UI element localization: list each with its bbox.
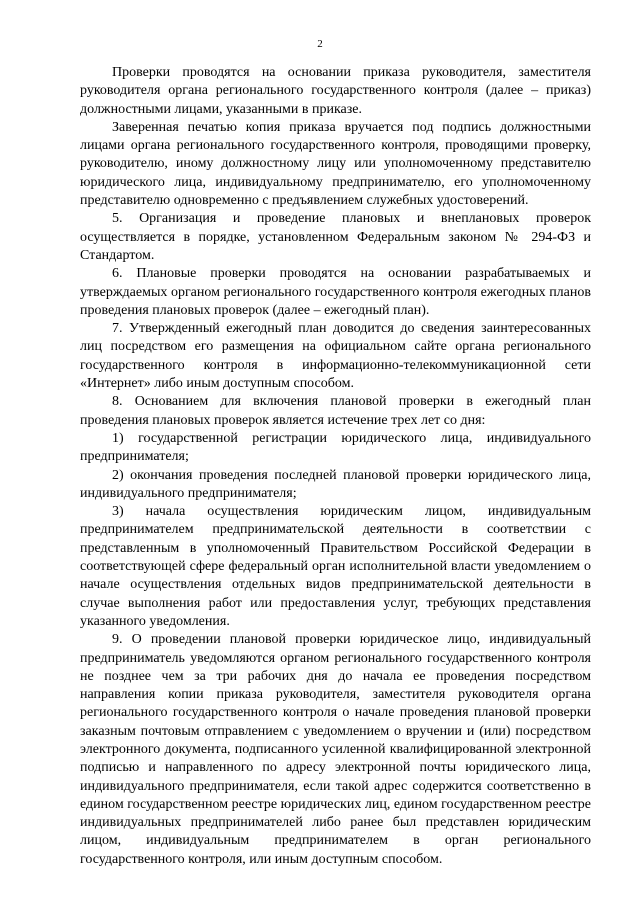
paragraph-item-8: 8. Основанием для включения плановой проверки в ежегодный план проведения плановых проверок является истечение трех лет со дня:	[80, 394, 591, 428]
paragraph-item-6: 6. Плановые проверки проводятся на основании разрабатываемых и утверждаемых органом регионального государственного контроля ежегодных планов проведения плановых проверок (далее – ежегодный план).	[80, 266, 591, 318]
document-body	[80, 64, 591, 869]
paragraph-item-7: 7. Утвержденный ежегодный план доводится до сведения заинтересованных лиц посредством его размещения на официальном сайте органа регионального государственного контроля в информационно-телекоммуникационной сети «Интернет» либо иным доступным способом.	[80, 321, 591, 392]
paragraph-item-8-2: 2) окончания проведения последней плановой проверки юридического лица, индивидуального предпринимателя;	[80, 467, 591, 501]
page-number: 2	[317, 38, 323, 50]
paragraph-item-5: 5. Организация и проведение плановых и внеплановых проверок осуществляется в порядке, установленном Федеральным законом № 294-ФЗ и Стандартом.	[80, 211, 591, 263]
paragraph-inspection-order: Проверки проводятся на основании приказа руководителя, заместителя руководителя органа регионального государственного контроля (далее – приказ) должностными лицами, указанными в приказе.	[80, 65, 591, 117]
paragraph-order-copy: Заверенная печатью копия приказа вручается под подпись должностными лицами органа регионального государственного контроля, проводящими проверку, руководителю, иному должностному лицу или уполномоченному представителю юридического лица, индивидуальному предпринимателю, его уполномоченному представителю одновременно с предъявлением служебных удостоверений.	[80, 119, 591, 209]
paragraph-item-9: 9. О проведении плановой проверки юридическое лицо, индивидуальный предприниматель уведомляются органом регионального государственного контроля не позднее чем за три рабочих дня до начала ее проведения посредством направления копии приказа руководителя, заместителя руководителя органа регионального государственного контроля о начале проведения плановой проверки заказным почтовым отправлением с уведомлением о вручении и (или) посредством электронного документа, подписанного усиленной квалифицированной электронной подписью и направленного по адресу электронной почты юридического лица, индивидуального предпринимателя, если такой адрес содержится соответственно в едином государственном реестре юридических лиц, едином государственном реестре индивидуальных предпринимателей либо ранее был представлен юридическим лицом, индивидуальным предпринимателем в орган регионального государственного контроля, или иным доступным способом.	[80, 632, 591, 867]
paragraph-item-8-1: 1) государственной регистрации юридического лица, индивидуального предпринимателя;	[80, 430, 591, 465]
paragraph-item-8-3: 3) начала осуществления юридическим лицом, индивидуальным предпринимателем предпринимательской деятельности в соответствии с представленным в уполномоченный Правительством Российской Федерации в соответствующей сфере федеральный орган исполнительной власти уведомлением о начале осуществления отдельных видов предпринимательской деятельности в случае выполнения работ или предоставления услуг, требующих представления указанного уведомления.	[80, 504, 591, 629]
